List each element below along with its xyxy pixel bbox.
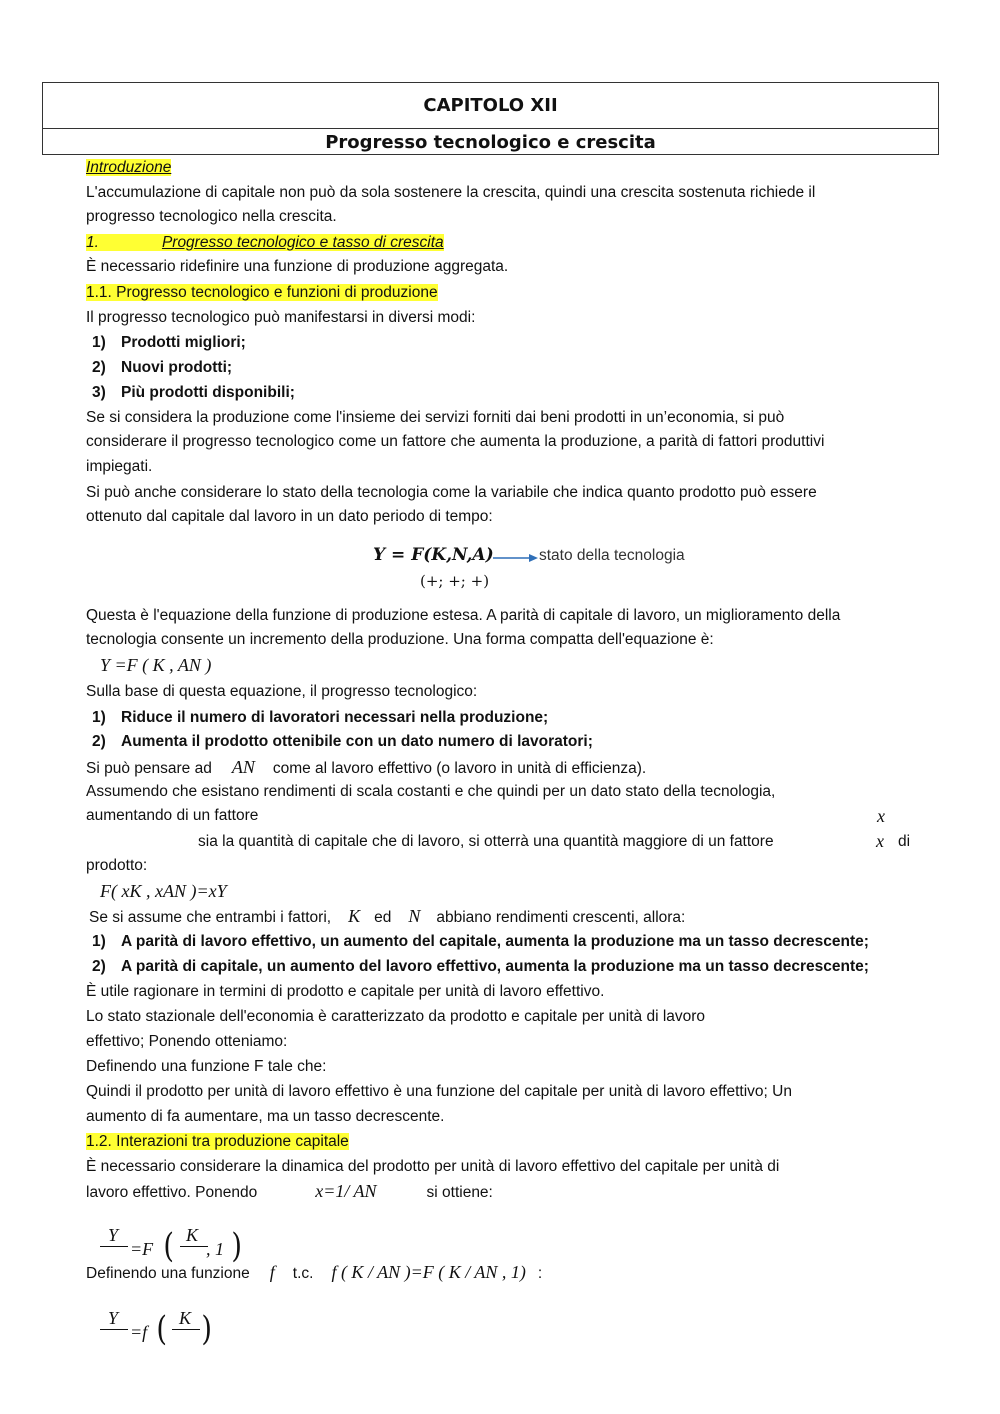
paragraph-line: considerare il progresso tecnologico come un fattore che aumenta la produzione, a parità di fattori produttivi (86, 433, 825, 450)
math-f-definition: f ( K / AN )=F ( K / AN , 1) (331, 1262, 526, 1282)
function-f: =f (130, 1322, 148, 1342)
function-f: =F (130, 1239, 154, 1259)
list-item (92, 932, 869, 952)
math-x: x (876, 831, 884, 851)
intro-paragraph-line-1: L'accumulazione di capitale non può da sola sostenere la crescita, quindi una crescita sostenuta richiede il (86, 184, 816, 201)
list-item (92, 383, 295, 403)
list-item-text: Aumenta il prodotto ottenibile con un dato numero di lavoratori; (121, 733, 593, 750)
fraction-numerator: Y (108, 1308, 119, 1328)
text-segment: ed (374, 909, 392, 926)
section-1-paragraph: È necessario ridefinire una funzione di produzione aggregata. (86, 258, 509, 275)
text-segment: di (898, 833, 911, 850)
text-segment: lavoro effettivo. Ponendo (86, 1184, 258, 1201)
math-k: K (348, 906, 361, 926)
list-item-text: Più prodotti disponibili; (121, 384, 295, 401)
right-paren: ) (231, 1226, 242, 1266)
intro-paragraph-line-2: progresso tecnologico nella crescita. (86, 208, 337, 225)
paragraph-line: È utile ragionare in termini di prodotto e capitale per unità di lavoro effettivo. (86, 983, 605, 1000)
list-item-text: A parità di capitale, un aumento del lavoro effettivo, aumenta la produzione ma un tasso decrescente; (121, 958, 869, 975)
list-item-text: Nuovi prodotti; (121, 359, 233, 376)
list-item-text: Prodotti migliori; (121, 334, 246, 351)
text-segment: Se si assume che entrambi i fattori, (89, 909, 332, 926)
paragraph-line: Lo stato stazionale dell'economia è caratterizzato da prodotto e capitale per unità di lavoro (86, 1008, 706, 1025)
paragraph-line: È necessario considerare la dinamica del prodotto per unità di lavoro effettivo del capitale per unità di (86, 1158, 780, 1175)
section-1-2-heading: 1.2. Interazioni tra produzione capitale (86, 1133, 349, 1150)
intro-heading: Introduzione (86, 159, 172, 176)
text-segment: Definendo una funzione (86, 1265, 250, 1282)
paragraph-line: sia la quantità di capitale che di lavoro, si otterrà una quantità maggiore di un fattore (198, 833, 774, 850)
arrow-icon (493, 551, 539, 565)
text-segment: come al lavoro effettivo (o lavoro in unità di efficienza). (272, 760, 647, 777)
list-item-text: A parità di lavoro effettivo, un aumento del capitale, aumenta la produzione ma un tasso decrescente; (121, 933, 869, 950)
equation-main: Y = F(K,N,A) (373, 545, 494, 565)
paragraph-line: Si può anche considerare lo stato della tecnologia come la variabile che indica quanto prodotto può essere (86, 484, 817, 501)
math-f: f (269, 1262, 275, 1282)
inner-constant: , 1 (206, 1239, 224, 1259)
paragraph-line: tecnologia consente un incremento della produzione. Una forma compatta dell'equazione è: (86, 631, 714, 648)
list-item-number: 1) (92, 334, 106, 351)
equation-signs: (+; +; +) (420, 572, 490, 590)
chapter-title-box (42, 82, 939, 155)
list-item (92, 732, 593, 752)
paragraph-line: Questa è l'equazione della funzione di produzione estesa. A parità di capitale di lavoro, un miglioramento della (86, 607, 841, 624)
text-segment: t.c. (292, 1265, 314, 1282)
chapter-title: Progresso tecnologico e crescita (325, 132, 656, 153)
text-segment: Si può pensare ad (86, 760, 212, 777)
list-item-number: 1) (92, 709, 106, 726)
intro-heading-line (86, 158, 171, 178)
inner-fraction-bar (172, 1329, 200, 1330)
paragraph-line: impiegati. (86, 458, 153, 475)
section-1-2-heading-line (86, 1132, 349, 1152)
list-item (92, 957, 869, 977)
paragraph-line: Se si considera la produzione come l'insieme dei servizi forniti dai beni prodotti in un’economia, si può (86, 409, 785, 426)
section-1-title: Progresso tecnologico e tasso di crescita (161, 234, 444, 251)
section-1-number: 1. (86, 234, 99, 251)
ponendo-line (86, 1181, 493, 1203)
list-item (92, 333, 246, 353)
section-1-1-heading: 1.1. Progresso tecnologico e funzioni di produzione (86, 284, 438, 301)
math-x-def: x=1/ AN (315, 1181, 377, 1201)
fraction-equation-2 (100, 1308, 230, 1358)
math-an: AN (231, 757, 255, 777)
text-segment: : (537, 1265, 543, 1282)
compact-equation: Y =F ( K , AN ) (100, 655, 212, 675)
paragraph-line: aumento di fa aumentare, ma un tasso decrescente. (86, 1108, 445, 1125)
paragraph-line: aumentando di un fattore (86, 807, 259, 824)
right-paren: ) (201, 1309, 212, 1349)
math-x: x (877, 806, 885, 826)
fraction-numerator: Y (108, 1225, 119, 1245)
list-item-number: 2) (92, 958, 106, 975)
text-segment: si ottiene: (426, 1184, 493, 1201)
definendo-line (86, 1262, 542, 1284)
list-item (92, 358, 232, 378)
list-item-number: 3) (92, 384, 106, 401)
list-item-number: 1) (92, 933, 106, 950)
paragraph-line: Quindi il prodotto per unità di lavoro effettivo è una funzione del capitale per unità di lavoro effettivo; Un (86, 1083, 792, 1100)
section-1-heading (86, 234, 444, 251)
left-paren: ( (156, 1309, 167, 1349)
math-n: N (408, 906, 421, 926)
paragraph-line: prodotto: (86, 857, 148, 874)
paragraph-line: effettivo; Ponendo otteniamo: (86, 1033, 288, 1050)
effective-labour-line (86, 757, 646, 779)
section-1-heading-line (86, 233, 444, 253)
paragraph-line: Assumendo che esistano rendimenti di scala costanti e che quindi per un dato stato della tecnologia, (86, 783, 776, 800)
fraction-bar (100, 1329, 128, 1330)
fraction-bar (100, 1246, 128, 1247)
left-paren: ( (163, 1226, 174, 1266)
list-item-number: 2) (92, 359, 106, 376)
production-function-equation (373, 543, 733, 595)
paragraph-line: Definendo una funzione F tale che: (86, 1058, 327, 1075)
list-item-text: Riduce il numero di lavoratori necessari nella produzione; (121, 709, 549, 726)
inner-fraction-bar (180, 1246, 208, 1247)
inner-numerator: K (179, 1308, 192, 1328)
paragraph-line: ottenuto dal capitale dal lavoro in un dato periodo di tempo: (86, 508, 493, 525)
list-item (92, 708, 548, 728)
text-segment: abbiano rendimenti crescenti, allora: (436, 909, 686, 926)
inner-numerator: K (186, 1225, 199, 1245)
paragraph-line: Sulla base di questa equazione, il progresso tecnologico: (86, 683, 478, 700)
factors-line (89, 906, 685, 928)
chapter-number: CAPITOLO XII (43, 83, 938, 129)
section-1-1-intro: Il progresso tecnologico può manifestarsi in diversi modi: (86, 309, 476, 326)
section-1-1-heading-line (86, 283, 438, 303)
equation-note: stato della tecnologia (539, 547, 685, 564)
scale-equation: F( xK , xAN )=xY (100, 881, 227, 901)
list-item-number: 2) (92, 733, 106, 750)
